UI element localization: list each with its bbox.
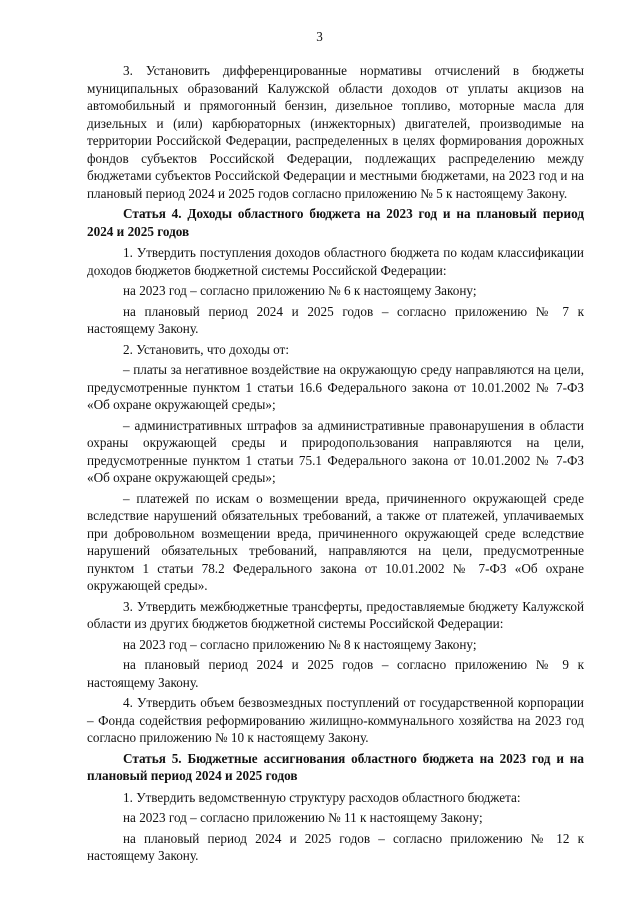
- paragraph: – платежей по искам о возмещении вреда, причиненного окружающей среде вследствие нарушений обязательных требований, а также от платежей, уплачиваемых при добровольном возмещении вреда, причиненного окружающей среде вследствие нарушений обязательных требований, направляются на цели, предусмотренные пунктом 1 статьи 78.2 Федерального закона от 10.01.2002 № 7-ФЗ «Об охране окружающей среды».: [87, 490, 584, 593]
- paragraph: 1. Утвердить ведомственную структуру расходов областного бюджета:: [123, 789, 521, 805]
- paragraph: на 2023 год – согласно приложению № 6 к настоящему Закону;: [123, 283, 477, 298]
- article-5-heading: Статья 5. Бюджетные ассигнования областного бюджета на 2023 год и на плановый период 2024 и 2025 годов: [87, 750, 584, 783]
- paragraph: 2. Установить, что доходы от:: [123, 341, 289, 357]
- paragraph: 4. Утвердить объем безвозмездных поступлений от государственной корпорации – Фонда содействия реформированию жилищно-коммунального хозяйства на 2023 год согласно приложению № 10 к настоящему Закону.: [87, 695, 584, 745]
- paragraph: – административных штрафов за административные правонарушения в области охраны окружающей среды и природопользования направляются на цели, предусмотренные пунктом 1 статьи 75.1 Федерального закона от 10.01.2002 № 7-ФЗ «Об охране окружающей среды»;: [87, 417, 584, 485]
- paragraph: на плановый период 2024 и 2025 годов – согласно приложению № 9 к настоящему Закону.: [87, 657, 584, 690]
- paragraph: на 2023 год – согласно приложению № 8 к настоящему Закону;: [123, 636, 477, 652]
- article-4-heading: Статья 4. Доходы областного бюджета на 2023 год и на плановый период 2024 и 2025 годов: [87, 206, 584, 239]
- paragraph: – платы за негативное воздействие на окружающую среду направляются на цели, предусмотренные пунктом 1 статьи 16.6 Федерального закона от 10.01.2002 № 7-ФЗ «Об охране окружающей среды»;: [87, 362, 584, 412]
- paragraph: 1. Утвердить поступления доходов областного бюджета по кодам классификации доходов бюджетов бюджетной системы Российской Федерации:: [87, 245, 584, 278]
- paragraph: 3. Установить дифференцированные нормативы отчислений в бюджеты муниципальных образований Калужской области доходов от уплаты акцизов на автомобильный и прямогонный бензин, дизельное топливо, моторные масла для дизельных и (или) карбюраторных (инжекторных) двигателей, производимые на территории Российской Федерации, распределенных в целях формирования дорожных фондов субъектов Российской Федерации, подлежащих распределению между бюджетами субъектов Российской Федерации и местными бюджетами, на 2023 год и на плановый период 2024 и 2025 годов согласно приложению № 5 к настоящему Закону.: [87, 63, 584, 201]
- paragraph: на 2023 год – согласно приложению № 11 к настоящему Закону;: [123, 810, 483, 825]
- paragraph: на плановый период 2024 и 2025 годов – согласно приложению № 7 к настоящему Закону.: [87, 303, 584, 336]
- document-body: [87, 62, 584, 868]
- paragraph: 3. Утвердить межбюджетные трансферты, предоставляемые бюджету Калужской области из других бюджетов бюджетной системы Российской Федерации:: [87, 598, 584, 631]
- page-number: 3: [316, 29, 323, 44]
- paragraph: на плановый период 2024 и 2025 годов – согласно приложению № 12 к настоящему Закону.: [87, 830, 584, 863]
